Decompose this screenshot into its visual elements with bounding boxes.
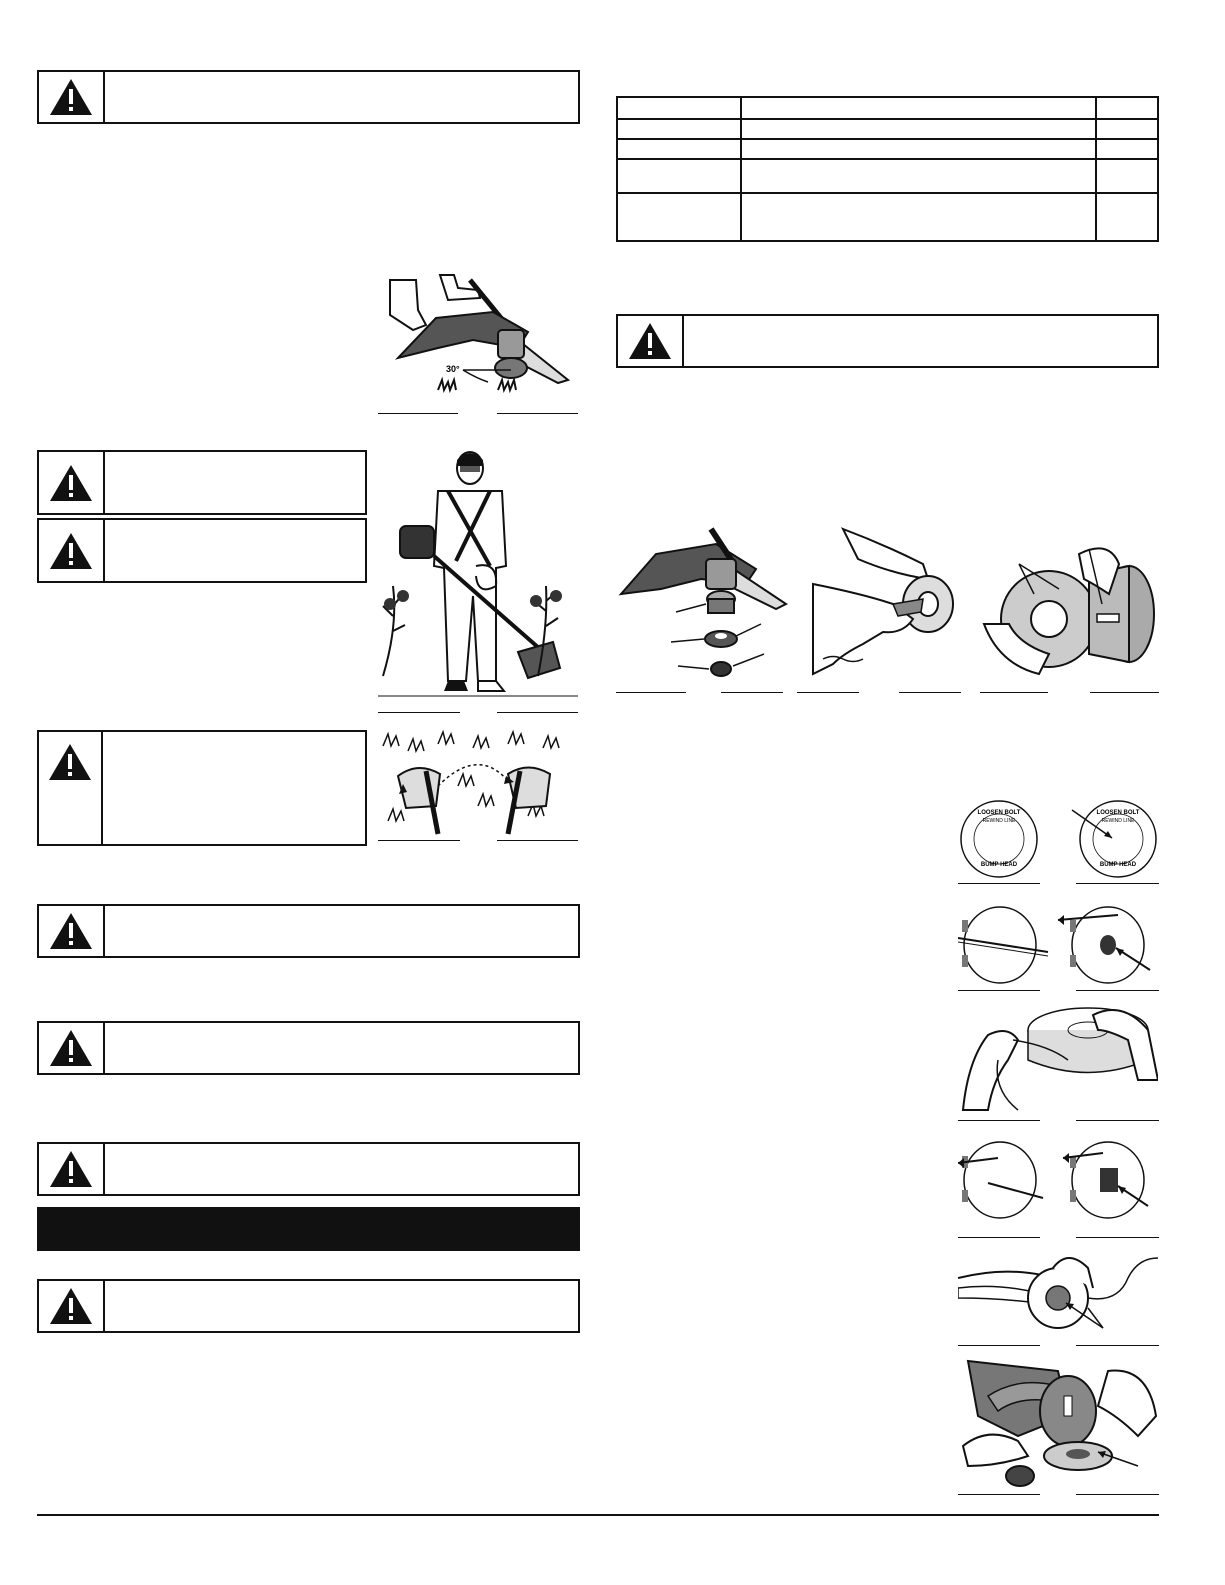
figure-caption-line bbox=[1076, 1120, 1159, 1121]
table-cell bbox=[1096, 159, 1158, 193]
table-cell bbox=[741, 119, 1096, 139]
figure-spool-label-arrow bbox=[1070, 798, 1160, 880]
figure-trimming-angle bbox=[378, 270, 578, 410]
page-footer-rule bbox=[37, 1514, 1159, 1516]
figure-head-disassembly bbox=[616, 524, 791, 686]
figure-caption-line bbox=[378, 413, 458, 414]
table-cell bbox=[617, 193, 741, 241]
figure-caption-line bbox=[958, 990, 1040, 991]
table-row bbox=[617, 139, 1158, 159]
warning-triangle-icon bbox=[39, 732, 103, 844]
figure-caption-line bbox=[1076, 1237, 1159, 1238]
figure-caption-line bbox=[616, 692, 686, 693]
figure-pull-line-eyelet bbox=[958, 1248, 1158, 1342]
figure-caption-line bbox=[958, 1345, 1040, 1346]
figure-caption-line bbox=[1076, 883, 1159, 884]
figure-caption-line bbox=[958, 883, 1040, 884]
warning-box-7 bbox=[37, 1142, 580, 1196]
table-row bbox=[617, 119, 1158, 139]
figure-caption-line bbox=[378, 712, 460, 713]
figure-caption-line bbox=[497, 712, 578, 713]
warning-triangle-icon bbox=[39, 1144, 105, 1194]
warning-triangle-icon bbox=[39, 72, 105, 122]
figure-caption-line bbox=[1076, 1345, 1159, 1346]
figure-reinstall-head bbox=[958, 1356, 1158, 1490]
figure-caption-line bbox=[958, 1494, 1040, 1495]
table-row bbox=[617, 97, 1158, 119]
figure-caption-line bbox=[1076, 990, 1159, 991]
figure-sweep-motion bbox=[378, 726, 578, 836]
figure-caption-line bbox=[497, 413, 578, 414]
warning-triangle-icon bbox=[39, 1023, 105, 1073]
table-cell bbox=[741, 97, 1096, 119]
spool-label-text: REWIND LINE bbox=[1101, 818, 1135, 824]
figure-caption-line bbox=[497, 840, 578, 841]
angle-label: 30° bbox=[446, 364, 460, 374]
table-cell bbox=[741, 139, 1096, 159]
table-cell bbox=[1096, 97, 1158, 119]
figure-spool-secure-line bbox=[958, 1138, 1158, 1222]
figure-spool-removal bbox=[803, 524, 968, 686]
figure-caption-line bbox=[1090, 692, 1159, 693]
figure-spool-label bbox=[958, 798, 1040, 880]
spool-label-text: LOOSEN BOLT bbox=[1096, 810, 1140, 816]
figure-spool-insert-line bbox=[958, 900, 1158, 986]
table-cell bbox=[1096, 193, 1158, 241]
figure-caption-line bbox=[378, 840, 460, 841]
table-cell bbox=[1096, 119, 1158, 139]
table-row bbox=[617, 159, 1158, 193]
table-row bbox=[617, 193, 1158, 241]
warning-box-1 bbox=[37, 70, 580, 124]
table-cell bbox=[617, 97, 741, 119]
warning-box-2 bbox=[37, 450, 367, 515]
warning-box-8 bbox=[37, 1279, 580, 1333]
figure-caption-line bbox=[1076, 1494, 1159, 1495]
warning-box-4 bbox=[37, 730, 367, 846]
warning-box-6 bbox=[37, 1021, 580, 1075]
table-cell bbox=[617, 119, 741, 139]
table-cell bbox=[1096, 139, 1158, 159]
figure-caption-line bbox=[958, 1120, 1040, 1121]
warning-triangle-icon bbox=[39, 520, 105, 581]
figure-spool-tabs bbox=[979, 524, 1159, 686]
spool-label-text: REWIND LINE bbox=[982, 818, 1016, 824]
warning-box-3 bbox=[37, 518, 367, 583]
figure-caption-line bbox=[721, 692, 783, 693]
table-cell bbox=[617, 139, 741, 159]
warning-triangle-icon bbox=[39, 1281, 105, 1331]
spool-label-text: BUMP HEAD bbox=[980, 862, 1018, 868]
warning-box-5 bbox=[37, 904, 580, 958]
figure-winding-line bbox=[958, 1000, 1158, 1116]
figure-caption-line bbox=[958, 1237, 1040, 1238]
spool-label-text: BUMP HEAD bbox=[1099, 862, 1137, 868]
warning-triangle-icon bbox=[39, 906, 105, 956]
figure-operator-stance bbox=[378, 446, 578, 708]
table-cell bbox=[617, 159, 741, 193]
warning-triangle-icon bbox=[618, 316, 684, 366]
section-heading-bar bbox=[37, 1207, 580, 1251]
warning-triangle-icon bbox=[39, 452, 105, 513]
table-cell bbox=[741, 159, 1096, 193]
warning-box-9 bbox=[616, 314, 1159, 368]
specification-table bbox=[616, 96, 1159, 242]
figure-caption-line bbox=[980, 692, 1048, 693]
figure-caption-line bbox=[797, 692, 859, 693]
spool-label-text: LOOSEN BOLT bbox=[977, 810, 1021, 816]
table-cell bbox=[741, 193, 1096, 241]
figure-caption-line bbox=[899, 692, 961, 693]
